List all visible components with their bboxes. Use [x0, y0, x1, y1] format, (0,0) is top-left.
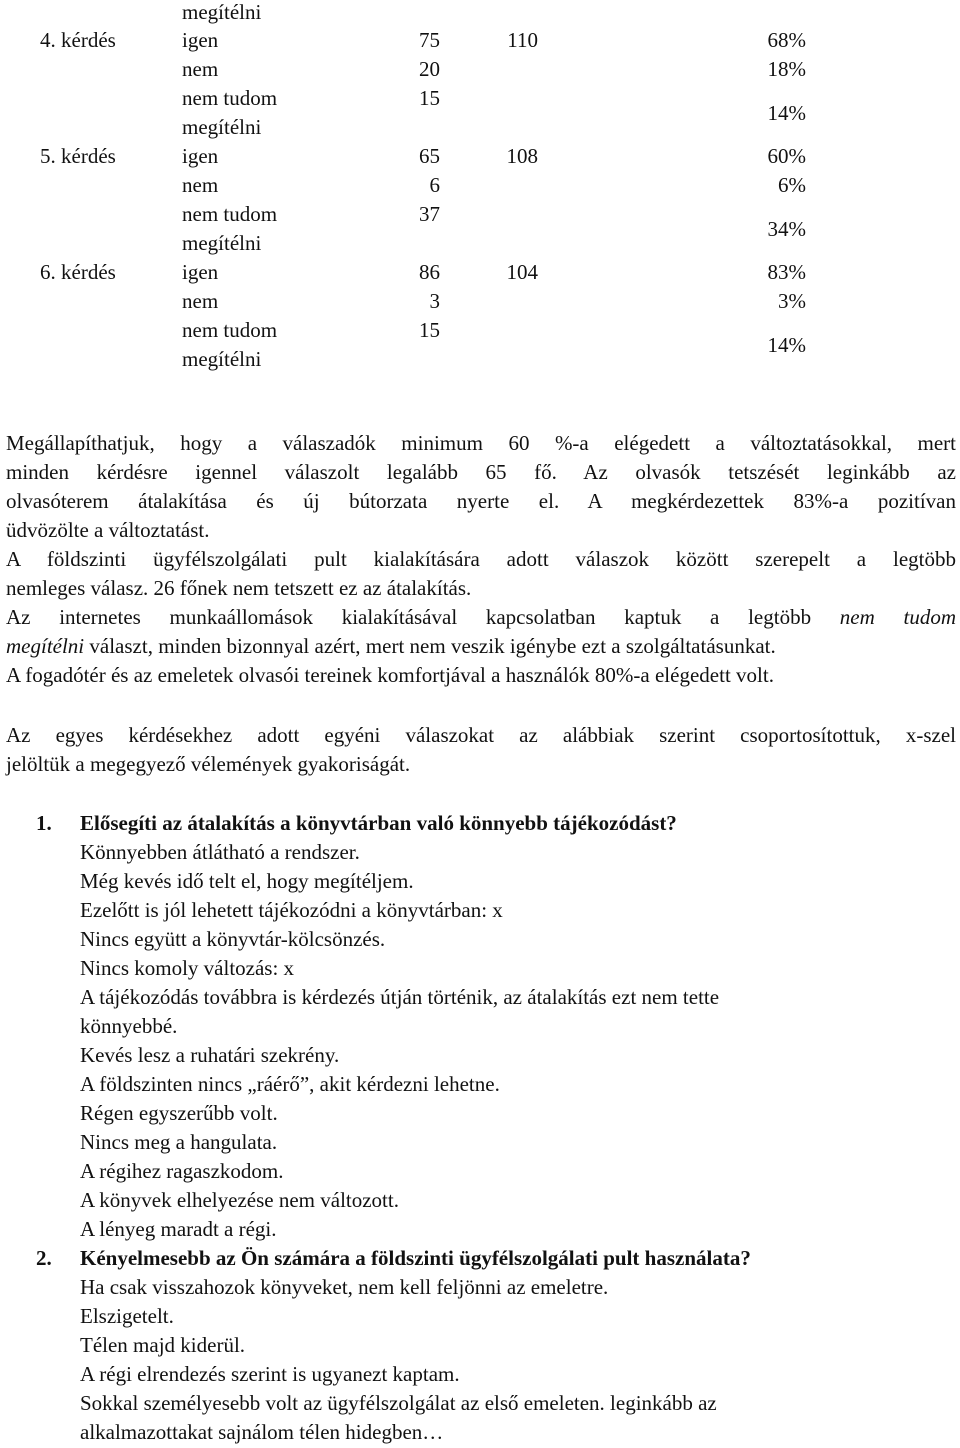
question-heading [36, 1244, 751, 1273]
answer-count: 86 [419, 260, 440, 284]
text-line: A fogadótér és az emeletek olvasói tereinek komfortjával a használók 80%-a elégedett volt. [6, 663, 774, 687]
answer-count: 3 [429, 289, 440, 313]
list-item: Télen majd kiderül. [80, 1333, 246, 1357]
text-line: jelöltük a megegyező vélemények gyakoriságát. [6, 752, 411, 776]
answer-label: megítélni [182, 0, 262, 24]
text-line: üdvözölte a változtatást. [6, 518, 210, 542]
answer-label: nem [182, 173, 219, 197]
question-title: Kényelmesebb az Ön számára a földszinti ügyfélszolgálati pult használata? [80, 1246, 751, 1270]
answer-percent: 14% [767, 101, 806, 125]
answer-percent: 14% [767, 333, 806, 357]
list-item: A régihez ragaszkodom. [80, 1159, 284, 1183]
question-heading [36, 809, 677, 838]
list-item: Régen egyszerűbb volt. [80, 1101, 278, 1125]
question-label: 6. kérdés [40, 260, 116, 284]
text-line [6, 632, 956, 661]
answer-label: nem [182, 289, 219, 313]
answer-percent: 6% [778, 173, 806, 197]
list-item: Sokkal személyesebb volt az ügyfélszolgálat az első emeleten. leginkább az [80, 1391, 717, 1415]
text-line: minden kérdésre igennel válaszolt legalább 65 fő. Az olvasók tetszését leginkább az [6, 460, 956, 484]
answer-count: 20 [419, 57, 440, 81]
text-line: Megállapíthatjuk, hogy a válaszadók minimum 60 %-a elégedett a változtatásokkal, mert [6, 431, 956, 455]
text-segment: Az internetes munkaállomások kialakításával kapcsolatban kaptuk a legtöbb [6, 605, 812, 629]
answer-label: megítélni [182, 115, 262, 139]
question-title: Elősegíti az átalakítás a könyvtárban való könnyebb tájékozódást? [80, 811, 677, 835]
text-line: A földszinti ügyfélszolgálati pult kialakítására adott válaszok között szerepelt a legtöbb [6, 547, 956, 571]
text-segment: választ, minden bizonnyal azért, mert nem veszik igénybe ezt a szolgáltatásunkat. [84, 634, 776, 658]
list-item: Elszigetelt. [80, 1304, 174, 1328]
question-label: 5. kérdés [40, 144, 116, 168]
answer-count: 6 [429, 173, 440, 197]
question-number: 1. [36, 811, 52, 835]
total-count: 110 [507, 28, 538, 52]
list-item: A tájékozódás továbbra is kérdezés útján történik, az átalakítás ezt nem tette [80, 985, 720, 1009]
answer-count: 37 [419, 202, 440, 226]
question-label: 4. kérdés [40, 28, 116, 52]
intro-text [6, 721, 956, 779]
list-item: A földszinten nincs „ráérő”, akit kérdezni lehetne. [80, 1072, 500, 1096]
list-item: Ha csak visszahozok könyveket, nem kell feljönni az emeletre. [80, 1275, 609, 1299]
answer-label: nem tudom [182, 202, 278, 226]
list-item: Kevés lesz a ruhatári szekrény. [80, 1043, 340, 1067]
answer-percent: 3% [778, 289, 806, 313]
list-item: alkalmazottakat sajnálom télen hidegben… [80, 1420, 444, 1444]
answer-list [80, 1273, 717, 1447]
list-item: A lényeg maradt a régi. [80, 1217, 277, 1241]
answer-count: 75 [419, 28, 440, 52]
list-item: Nincs komoly változás: x [80, 956, 295, 980]
answer-percent: 68% [767, 28, 806, 52]
answer-label: igen [182, 260, 219, 284]
answer-count: 15 [419, 318, 440, 342]
answer-list [80, 838, 719, 1244]
answer-label: nem [182, 57, 219, 81]
text-line [6, 603, 956, 632]
answer-label: megítélni [182, 231, 262, 255]
list-item: könnyebbé. [80, 1014, 178, 1038]
answer-label: nem tudom [182, 86, 278, 110]
list-item: A régi elrendezés szerint is ugyanezt kaptam. [80, 1362, 460, 1386]
list-item: Még kevés idő telt el, hogy megítéljem. [80, 869, 414, 893]
list-item: A könyvek elhelyezése nem változott. [80, 1188, 399, 1212]
list-item: Könnyebben átlátható a rendszer. [80, 840, 360, 864]
answer-count: 15 [419, 86, 440, 110]
answer-percent: 60% [767, 144, 806, 168]
answer-count: 65 [419, 144, 440, 168]
answer-percent: 34% [767, 217, 806, 241]
total-count: 108 [506, 144, 538, 168]
answer-label: megítélni [182, 347, 262, 371]
answer-label: igen [182, 28, 219, 52]
question-number: 2. [36, 1246, 52, 1270]
emphasis-text: nem tudom [839, 605, 956, 629]
list-item: Nincs meg a hangulata. [80, 1130, 278, 1154]
list-item: Nincs együtt a könyvtár-kölcsönzés. [80, 927, 386, 951]
text-line: olvasóterem átalakítása és új bútorzata nyerte el. A megkérdezettek 83%-a pozitívan [6, 489, 956, 513]
answer-label: igen [182, 144, 219, 168]
answer-percent: 83% [767, 260, 806, 284]
text-line: Az egyes kérdésekhez adott egyéni válaszokat az alábbiak szerint csoportosítottuk, x-szel [6, 723, 956, 747]
answer-percent: 18% [767, 57, 806, 81]
summary-text [6, 429, 956, 690]
total-count: 104 [506, 260, 538, 284]
list-item: Ezelőtt is jól lehetett tájékozódni a könyvtárban: x [80, 898, 503, 922]
text-line: nemleges válasz. 26 főnek nem tetszett ez az átalakítás. [6, 576, 472, 600]
answer-label: nem tudom [182, 318, 278, 342]
emphasis-text: megítélni [6, 634, 85, 658]
